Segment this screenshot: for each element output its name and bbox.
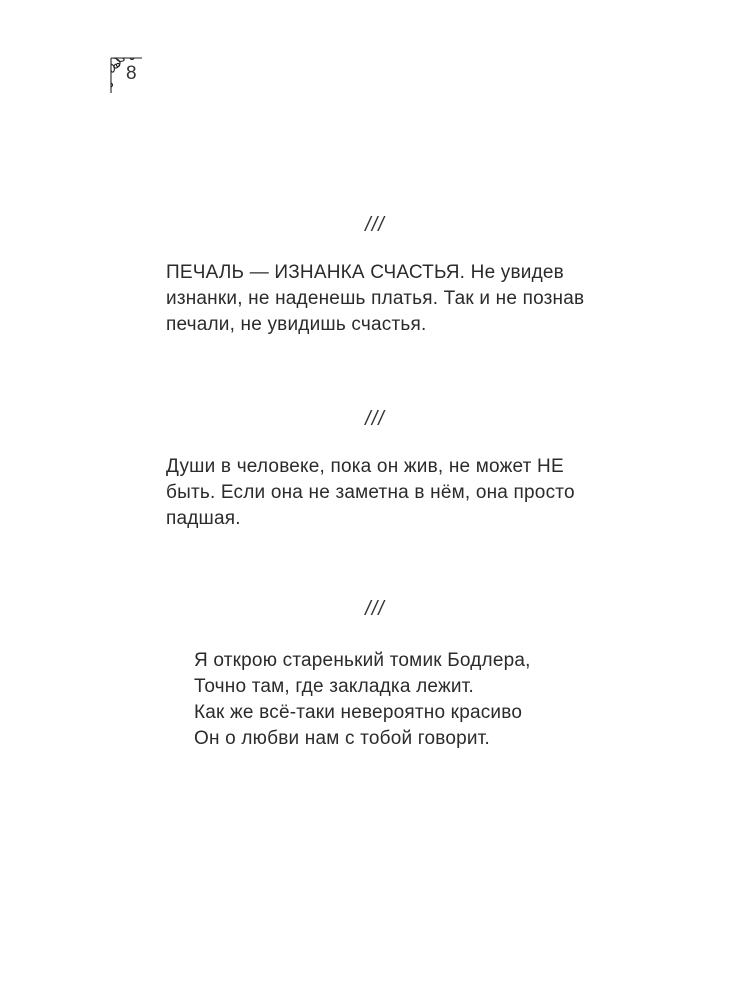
poem-stanza xyxy=(194,648,614,752)
section-separator: /// xyxy=(365,408,385,430)
poem-line: Точно там, где закладка лежит. xyxy=(194,676,474,697)
section-separator: /// xyxy=(365,598,385,620)
paragraph-sadness: ПЕЧАЛЬ — ИЗНАНКА СЧАСТЬЯ. Не увидев изнанки, не наденешь платья. Так и не познав печали, не увидишь счастья. xyxy=(166,262,585,335)
section-separator: /// xyxy=(365,214,385,236)
poem-line: Я открою старенький томик Бодлера, xyxy=(194,650,531,671)
page-number: 8 xyxy=(126,63,137,84)
paragraph-soul: Души в человеке, пока он жив, не может НЕ быть. Если она не заметна в нём, она просто падшая. xyxy=(166,456,575,529)
poem-line: Он о любви нам с тобой говорит. xyxy=(194,728,490,749)
poem-line: Как же всё-таки невероятно красиво xyxy=(194,702,523,723)
